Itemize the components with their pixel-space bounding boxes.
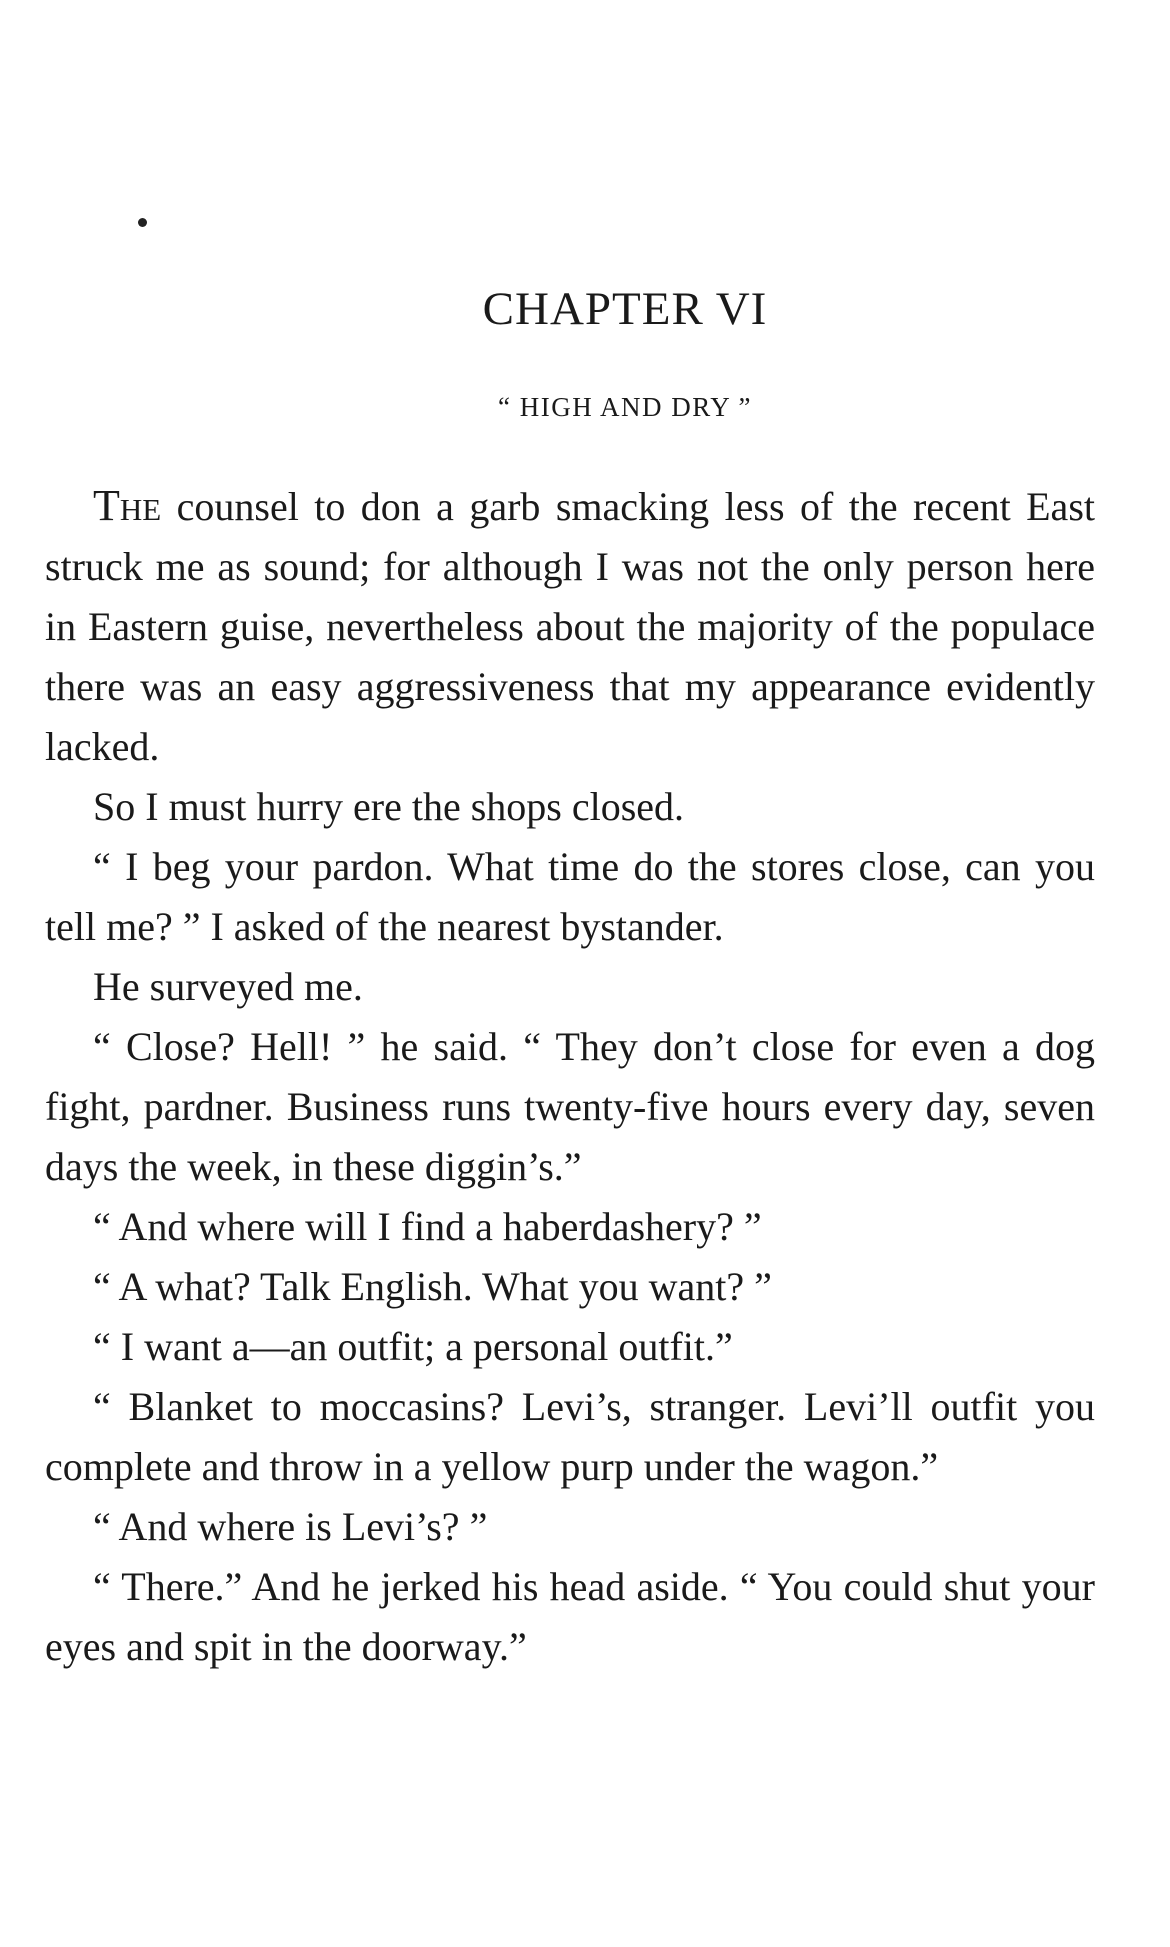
paragraph [45,476,1095,777]
body-text [45,476,1095,1677]
paragraph: He surveyed me. [93,964,363,1009]
paragraph: “ There.” And he jerked his head aside. “ You could shut your eyes and spit in the doorway.” [45,1564,1095,1669]
opening-word: The [93,481,162,530]
paragraph: “ Blanket to moccasins? Levi’s, stranger. Levi’ll outfit you complete and throw in a yellow purp under the wagon.” [45,1384,1095,1489]
paragraph: “ And where is Levi’s? ” [93,1504,488,1549]
ink-speck [138,218,147,227]
chapter-subtitle: “ HIGH AND DRY ” [498,392,752,422]
paragraph: “ I beg your pardon. What time do the stores close, can you tell me? ” I asked of the nearest bystander. [45,844,1095,949]
paragraph: “ And where will I find a haberdashery? ” [93,1204,762,1249]
chapter-title: CHAPTER VI [482,283,768,335]
paragraph-text: counsel to don a garb smacking less of the recent East struck me as sound; for although I was not the only person here in Eastern guise, nevertheless about the majority of the populace there was an easy aggressiveness that my appearance evidently lacked. [45,484,1095,769]
paragraph: So I must hurry ere the shops closed. [93,784,685,829]
paragraph: “ I want a—an outfit; a personal outfit.” [93,1324,733,1369]
paragraph: “ Close? Hell! ” he said. “ They don’t close for even a dog fight, pardner. Business runs twenty-five hours every day, seven days the week, in these diggin’s.” [45,1024,1095,1189]
paragraph: “ A what? Talk English. What you want? ” [93,1264,772,1309]
